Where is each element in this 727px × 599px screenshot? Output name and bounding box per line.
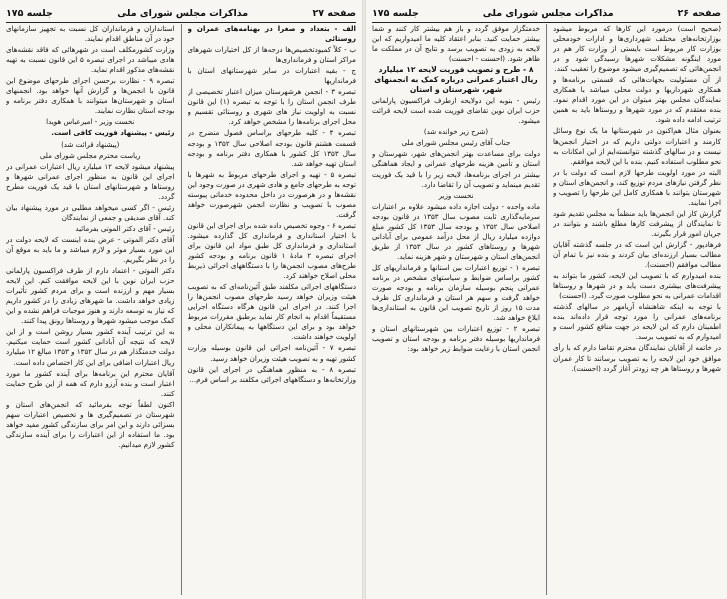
paragraph: رئیس - اگر کسی میخواهد مطلبی در مورد پیشنهاد بیان کند. آقای صدیقی و جمعی از نمایندگان (6, 202, 175, 222)
paragraph: آقای دکتر الموتی - عرض بنده اینست که لایحه دولت در این مورد بسیار موثر و لازم میباشد و ما باید به موقع آن را در نظر بگیریم. (6, 234, 175, 265)
paragraph: رئیس - بنوبه این دولایحه ازطرف فراکسیون پارلمانی حزب ایران نوین تقاضای فوریت شده است لایحه قرائت میشود. (372, 96, 540, 126)
paragraph: تبصره ۱ - توزیع اعتبارات بین استانها و فرمانداریهای کل کشور براساس ضوابط و سیاستهای مشخص در برنامه عمرانی پنجم بوسیله سازمان برنامه و بودجه صورت خواهد گرفت و سهم هر استان و فرمانداری کل ظرف مدت ۱۵ روز از تاریخ تصویب این قانون به استانداری‌ها ابلاغ خواهد شد. (372, 262, 540, 323)
paragraph: تبصره ۸ - به منظور هماهنگی در اجرای این قانون وزارتخانه‌ها و دستگاههای اجرائی مکلفند بر اساس فرم... (187, 364, 356, 384)
section-heading: ۸ - طرح و تصویب فوریت لایحه ۱۲ میلیارد ریال اعتبار عمرانی درباره کمک به انجمنهای شهر، شهرستان و استان (374, 65, 538, 95)
page-header (372, 6, 721, 23)
paragraph: رئیس - آقای دکتر الموتی بفرمائید (75, 223, 175, 233)
column-divider (546, 24, 547, 595)
paragraph: اکنون لطفاً توجه بفرمائید که انجمن‌های استان و شهرستان در تصمیم‌گیری ها و تخصیص اعتبارات سهم بسزائی دارند و این امر برای سازندگی کشور مفید خواهد بود. ما استفاده از این اعتبارات را برای آینده سازندگی کشور لازم میدانیم. (6, 399, 175, 449)
paragraph: ب - کلاً کمبودتخصیص‌ها درجه‌ها از کل اختیارات شهرهای مراکز استان و فرمانداری‌ها (187, 45, 356, 65)
paragraph: استانداران و فرمانداران کل نسبت به تجهیز سازمانهای خود در آن مناطق اقدام نمایند. (6, 24, 175, 44)
addressee: ریاست محترم مجلس شورای ملی (39, 150, 141, 160)
column-divider (181, 24, 182, 595)
paragraph: خدمتگزار موفق گردد و باز هم بیشتر کار کنند و شما بیشتر حمایت کنید. بنابر اعتقاد کلیه ما امیدواریم که این لایحه به زودی به تصویب برسد و نتایج آن در مملکت ما ظاهر شود. (احسنت - احسنت) (372, 24, 540, 64)
text-column-left (372, 24, 540, 595)
signature: نخست وزیر - امیرعباس هویدا (46, 117, 135, 127)
paragraph: تبصره ۵ - تهیه و اجرای طرحهای مربوط به شهرها با توجه به طرحهای جامع و هادی شهری در صورت وجود این نقشه‌ها و در هرصورت در داخل محدوده خدماتی پیوسته مصوب با تصویب و نظارت انجمن شهرصورت خواهد گرفت. (187, 169, 356, 219)
page-number: صفحه ۲۷ (312, 7, 356, 19)
text-column-right (188, 24, 357, 595)
paragraph: پیشنهاد میشود لایحه ۱۲ میلیارد ریال اعتبارات عمرانی در اجرای این قانون به منظور اجرای عمرانی شهرها و روستاها و شهرستانهای استان با قید یک فوریت مطرح گردد. (6, 161, 175, 201)
paragraph: از آن مسئولیت بجهات‌هائی که قسمتی برنامه‌ها و همکاری شهرداریها و دولت محلی میباشد با همکاری نمایندگان مجلس بهتر میتوان در این مورد اقدام نمود. بنده معتقدم که در مورد شهرها و روستاها باید به همین ترتیب ادامه داده شود. (553, 75, 721, 125)
paragraph: در خاتمه از آقایان نمایندگان محترم تقاضا دارم که با رأی موافق خود این لایحه را به تصویب برسانند تا کار عمران شهرها و روستاها هر چه زودتر آغاز گردد (احسنت). (553, 343, 721, 373)
paragraph: رئیس - پیشنهاد فوریت کافی است. (51, 128, 175, 138)
page-27 (0, 0, 362, 599)
text-column-left (6, 24, 175, 595)
paragraph: فرهادپور - گزارش این است که در جلسه گذشته آقایان مطالب بسیار ارزنده‌ای بیان کردند و بنده نیز با تمام آن مطالب موافقم (احسنت). (553, 239, 721, 270)
signature: نخست وزیر (438, 190, 474, 200)
paragraph: ج - بقیه اعتبارات در سایر شهرستانهای استان با فرمانداریها (187, 66, 356, 86)
paragraph: تبصره ۷ - آئین‌نامه اجرائی این قانون بوسیله وزارت کشور تهیه و به تصویب هیئت وزیران خواهد رسید. (187, 343, 356, 363)
paragraph: تبصره ۴ - کلیه طرحهای براساس فصول منضرج در قسمت هشتم قانون بودجه اصلاحی سال ۱۳۵۲ و بودجه سال ۱۳۵۳ کل کشور با همکاری دفتر برنامه و بودجه استان تهیه خواهد شد. (187, 128, 356, 168)
note: (شرح زیر خوانده شد) (423, 128, 489, 137)
paragraph: وزارت کشورمکلف است در شهرهائی که فاقد نقشه‌های هادی میباشد در اجرای تبصره ۵ این قانون نسبت به تهیه نقشه‌های مذکور اقدام نماید. (6, 45, 175, 75)
paragraph: تبصره ۹ - نظارت برحسن اجرای طرحهای موضوع این قانون با انجمن‌ها و گزارش آنها خواهد بود. انجمنهای استان و شهرستان‌ها میتوانند با همکاری دفتر برنامه و بودجه استان نظارت نمایند. (6, 76, 175, 116)
paragraph: با توجه به اینکه شاهنشاه آریامهر در سالهای گذشته برنامه‌های عمرانی را مورد توجه قرار داده‌اند بنده اطمینان دارم که این لایحه در جهت منافع کشور است و امیدوارم که به تصویب برسد. (553, 302, 721, 342)
paragraph: دستگاههای اجرائی مکلفند طبق آئین‌نامه‌ای که به تصویب هیئت وزیران خواهد رسید طرحهای مصوب انجمن‌ها را اجرا کنند. در اجرای این قانون هرگاه دستگاه اجرایی مستقیماً اقدام به انجام کار نماید برطبق مقررات مربوط خواهد بود و برای این دستگاهها به پیمانکاران محلی و اولویت خواهند داشت. (187, 282, 356, 342)
running-title: مذاکرات مجلس شورای ملی (117, 7, 249, 19)
running-title: مذاکرات مجلس شورای ملی (482, 7, 614, 19)
paragraph: تبصره ۶ - وجوه تخصیص داده شده برای اجرای این قانون با اختیار استانداری و فرمانداری کل گذارده میشود. استانداری و فرمانداری کل طبق مواد این قانون برای اجرای تبصره ۲ مادهٔ ۱ قانون برنامه و بودجه کشور طرح‌های مصوب انجمن‌ها را با دستگاههای اجرائی ذیربط محلی اصلاح خواهند کرد. (187, 220, 356, 281)
paragraph: (صحیح است) درمورد این کارها که مربوط میشود بوزارتخانه‌های مختلف شهرداری‌ها و ادارات خودمحلی بوزارت کار مربوط است بایستی از وزارت کار هم در مورد اینگونه مشکلات شهرها رسیدگی شود و در انجمن‌هائی که تصمیم‌گیری میشود موضوع را تعقیب کنند. (553, 24, 721, 74)
session-label: جلسه ۱۷۵ (6, 7, 53, 19)
paragraph: بنده امیدوارم که با تصویب این لایحه، کشور ما بتواند به پیشرفت‌های بیشتری دست یابد و در شهرها و روستاها اقدامات عمرانی به نحو مطلوب صورت گیرد. (احسنت) (553, 271, 721, 301)
session-label: جلسه ۱۷۵ (372, 7, 419, 19)
paragraph: تبصره ۲ - توزیع اعتبارات بین شهرستانهای استان و فرمانداریها بوسیله دفتر برنامه و بودجه استان و تصویب انجمن استان با رعایت ضوابط زیر خواهد بود: (372, 324, 540, 354)
paragraph: به این ترتیب آینده کشور بسیار روشن است و از این لایحه که نتیجه آن آبادانی کشور است حمایت میکنیم. دولت خدمتگذار هم در سال ۱۳۵۲ و ۱۳۵۳ مبالغ ۱۲ میلیارد ریال اعتبارات اضافی برای این کار اختصاص داده است. (6, 327, 175, 367)
paragraph: بعنوان مثال هم‌اکنون در شهرستانها ما یک نوع وسائل کارمند و اعتبارات دولتی داریم که در اختیار انجمن‌ها نیست و در سالهای گذشته نتوانسته‌ایم از این امکانات به نحو مطلوب استفاده کنیم. بنده با این لایحه موافقم. (553, 126, 721, 166)
page-header (6, 6, 356, 23)
page-26 (366, 0, 727, 599)
note: (پیشنهاد قرائت شد) (61, 140, 120, 149)
text-column-right (553, 24, 721, 595)
paragraph: دولت برای مساعدت بهتر انجمن‌های شهر، شهرستان و استان و تأمین هزینه طرحهای عمرانی و ایجاد هماهنگی بیشتر در اجرای برنامه‌ها، لایحه زیر را با قید یک فوریت تقدیم مینماید و تصویب آن را تقاضا دارد. (372, 149, 540, 189)
paragraph: دکتر الموتی - اعتماد دارم از طرف فراکسیون پارلمانی حزب ایران نوین با این لایحه موافقت کنم. این لایحه بسیار مهم و ارزنده است و برای مردم کشور تأثیرات زیادی خواهد داشت. ما شهرهای زیادی را در کشور داریم که نیاز به توسعه دارند و هنوز موجبات فراهم نشده و این کمک موجب میشود شهرها و روستاها رونق پیدا کنند. (6, 266, 175, 326)
page-number: صفحه ۲۶ (677, 7, 721, 19)
paragraph: آقایان محترم این برنامه‌ها برای آینده کشور ما مورد اعتبار است و بنده آرزو دارم که همه از این طرح حمایت کنند. (6, 368, 175, 398)
paragraph: تبصره ۳ - انجمن هرشهرستان میزان اعتبار تخصیصی از طرف انجمن استان را با توجه به تبصره (۱) این قانون نسبت به اولویت نیاز های شهری و روستائی تقسیم و محل اجرای برنامه‌ها را مشخص خواهد کرد. (187, 87, 356, 127)
paragraph: ماده واحده - دولت اجازه داده میشود علاوه بر اعتبارات سرمایه‌گذاری ثابت مصوب سال ۱۳۵۳ در قانون بودجه اصلاحی سال ۱۳۵۲ و بودجه سال ۱۳۵۳ کل کشور مبلغ دوازده میلیارد ریال از محل درآمد عمومی برای آبادانی شهرها و روستاهای کشور در سال ۱۳۵۳ از طریق انجمن‌های استان و شهرستان و شهر هزینه نماید. (372, 201, 540, 261)
addressee: جناب آقای رئیس مجلس شورای ملی (401, 138, 511, 148)
paragraph: گزارش کار این انجمن‌ها باید منظماً به مجلس تقدیم شود تا نمایندگان از پیشرفت کارها مطلع باشند و بتوانند در جریان امور قرار بگیرند. (553, 208, 721, 238)
paragraph: البته در مورد اولویت طرحها لازم است که دولت با در نظر گرفتن نیازهای مردم توزیع کند، و انجمن‌های استان و شهرستان بتوانند با همکاری کامل این طرحها را تصویب و اجرا نمایند. (553, 167, 721, 207)
paragraph: الف - بتعداد و صغرا در بهنامه‌های عمران و روستائی (187, 24, 356, 44)
